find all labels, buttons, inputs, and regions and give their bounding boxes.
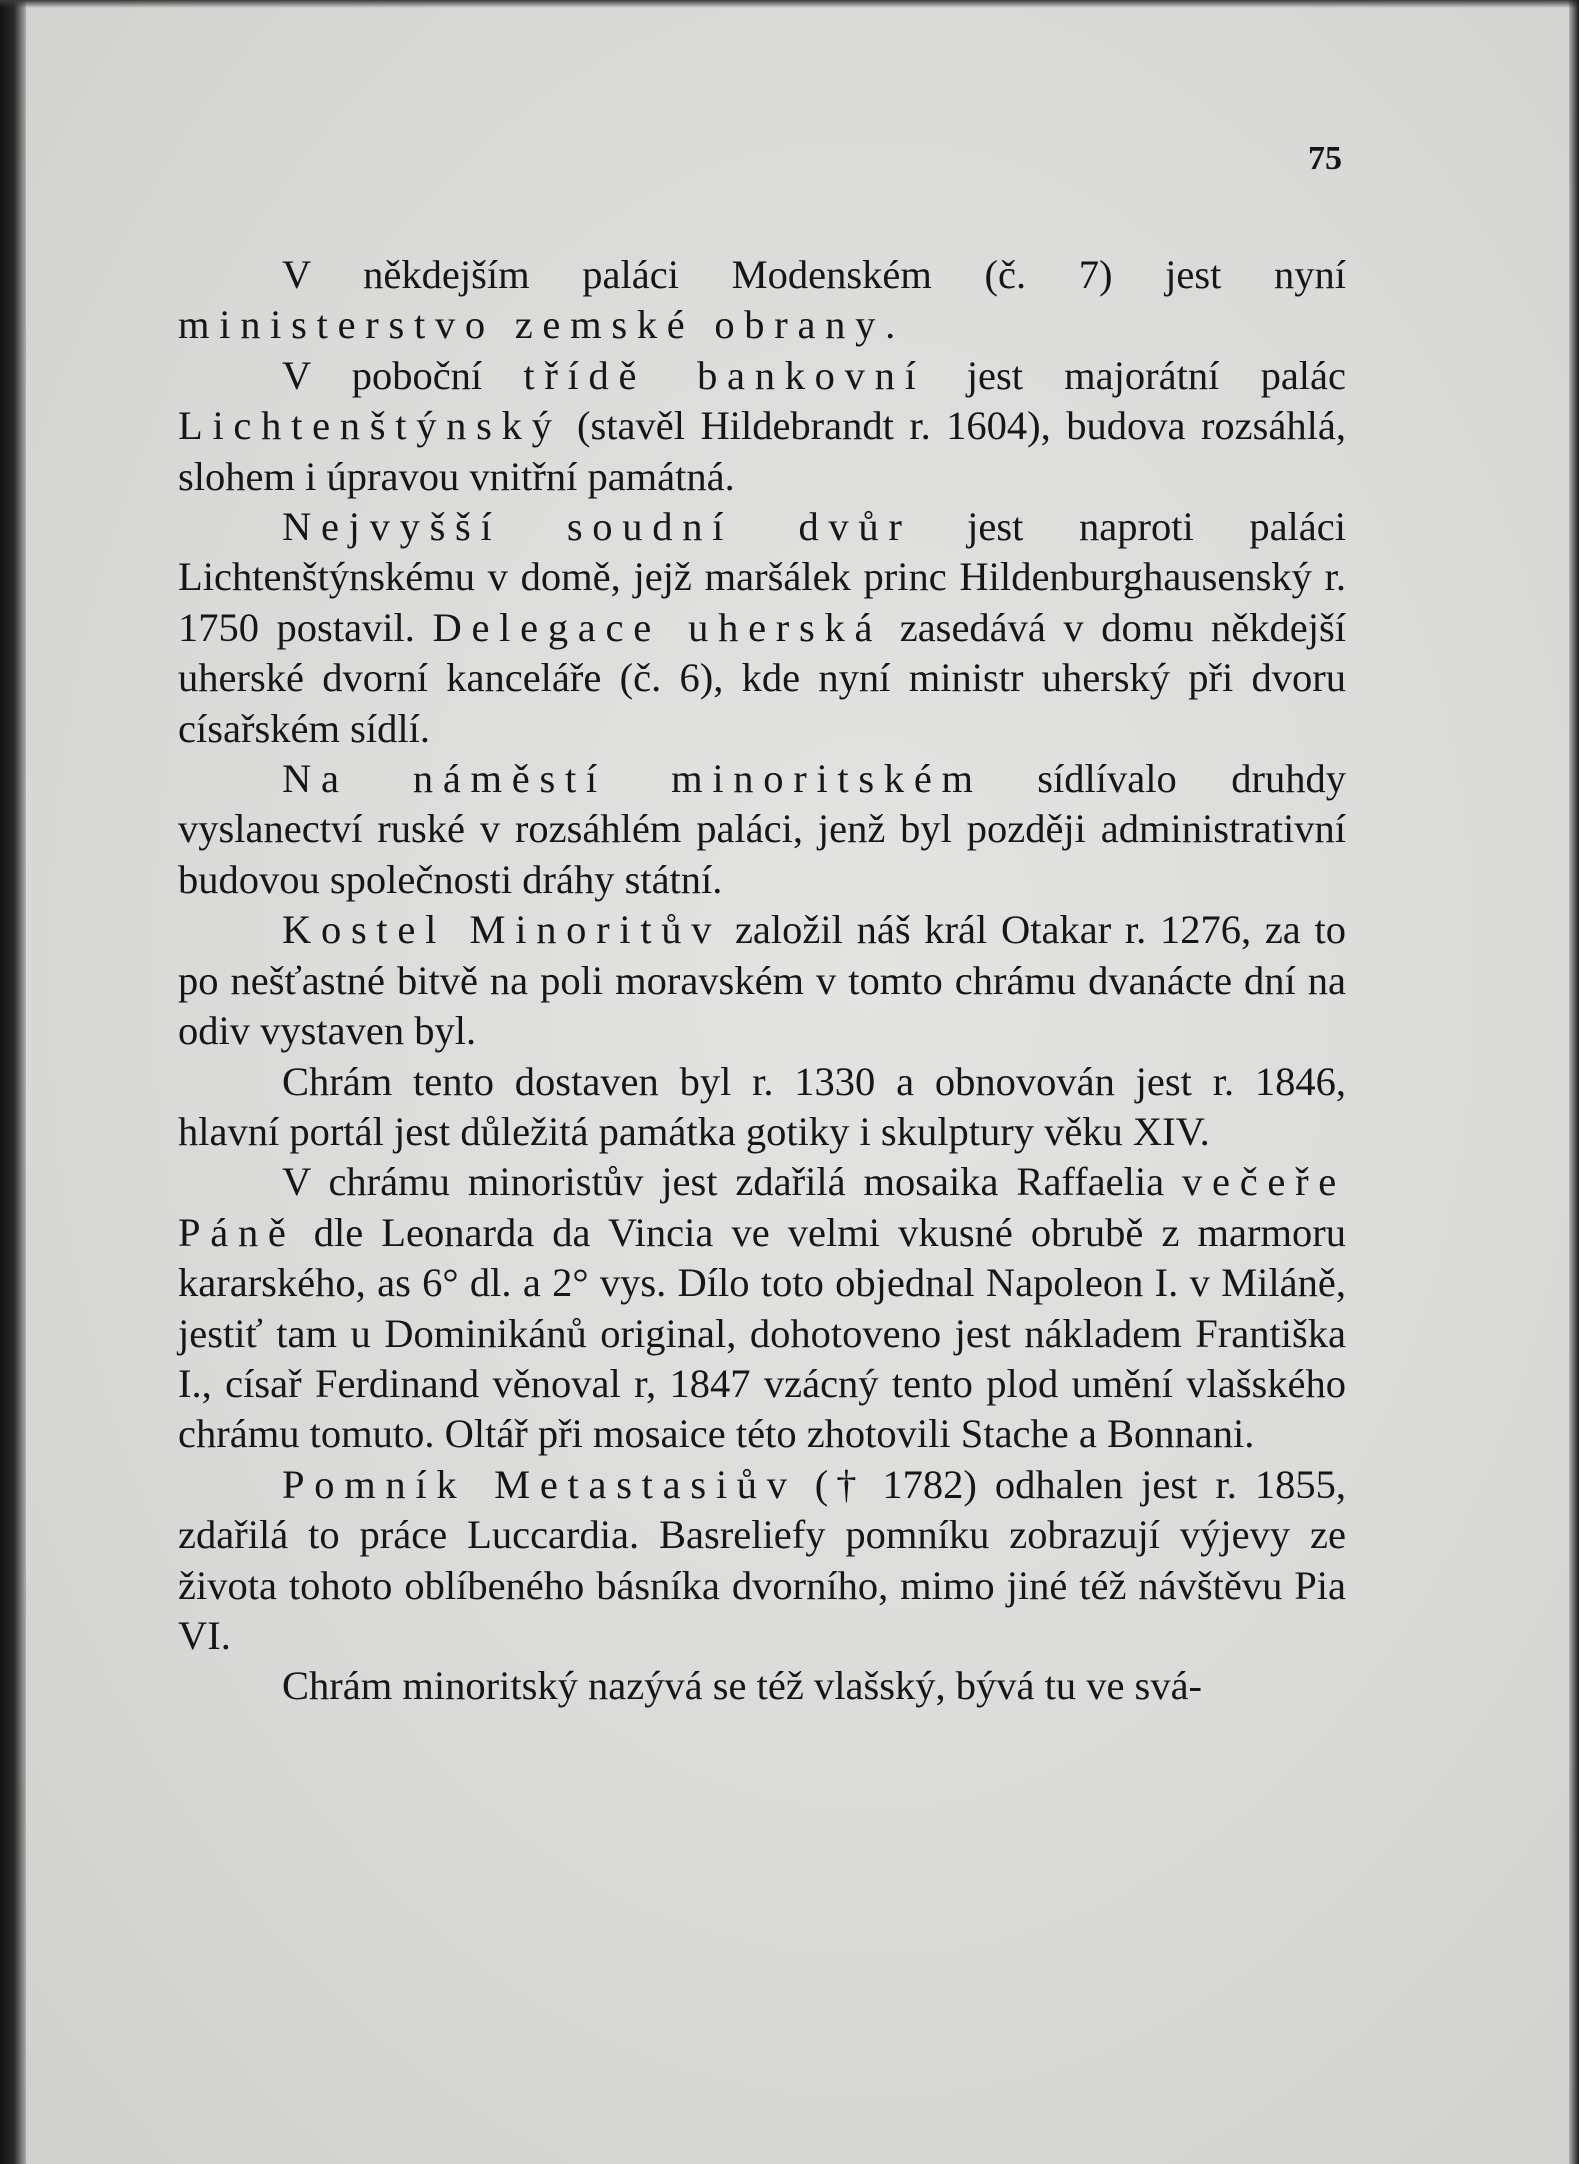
spaced-term: večeře Páně <box>178 1159 1346 1255</box>
spaced-term: Kostel Minoritův <box>282 907 722 953</box>
spaced-term: Pomník Metastasiův <box>282 1461 797 1507</box>
spaced-term: Delegace uherská <box>432 604 883 650</box>
paragraph-ministry: V někdejším paláci Modenském (č. 7) jest nyní ministerstvo zemské obrany. <box>178 252 1346 348</box>
paragraph-mosaic: V chrámu minoristův jest zdařilá mosaika Raffaelia večeře Páně dle Leonarda da Vincia ve velmi vkusné obrubě z marmoru kararského, as 6° dl. a 2° vys. Dílo toto objednal Napoleon I. v Miláně, jestiť tam u Dominikánů original, dohotoveno jest nákladem Františka I., císař Ferdinand věnoval r, 1847 vzácný tento plod umění vlašského chrámu tomuto. Oltář při mosaice této zhotovili Stache a Bonnani. <box>178 1159 1346 1457</box>
page-number: 75 <box>1308 140 1342 177</box>
spaced-term: třídě bankovní <box>523 352 926 398</box>
paragraph-church-completion: Chrám tento dostaven byl r. 1330 a obnovován jest r. 1846, hlavní portál jest důležitá památka gotiky i skulptury věku XIV. <box>178 1058 1346 1154</box>
page-left-edge-shadow <box>0 0 26 2164</box>
spaced-term: Lichtenštýnský <box>178 403 562 449</box>
paragraph-italian-church: Chrám minoritský nazývá se též vlašský, bývá tu ve svá- <box>282 1663 1203 1709</box>
spaced-term: ministerstvo zemské obrany <box>178 302 886 348</box>
paragraph-supreme-court: Nejvyšší soudní dvůr jest naproti paláci Lichtenštýnskému v domě, jejž maršálek princ Hildenburghausenský r. 1750 postavil. Delegace uherská zasedává v domu někdejší uherské dvorní kanceláře (č. 6), kde nyní ministr uherský při dvoru císařském sídlí. <box>178 504 1347 751</box>
spaced-term: Na náměstí minoritském <box>282 756 983 802</box>
page-top-edge-shadow <box>0 0 1579 8</box>
paragraph-lichtenstein-palace: V poboční třídě bankovní jest majorátní palác Lichtenštýnský (stavěl Hildebrandt r. 1604), budova rozsáhlá, slohem i úpravou vnitřní památná. <box>178 352 1346 499</box>
page-right-edge-shadow <box>1569 0 1579 2164</box>
paragraph-minorite-square: Na náměstí minoritském sídlívalo druhdy vyslanectví ruské v rozsáhlém paláci, jenž byl později administrativní budovou společnosti dráhy státní. <box>178 756 1346 902</box>
paragraph-minorite-church: Kostel Minoritův založil náš král Otakar r. 1276, za to po nešťastné bitvě na poli moravském v tomto chrámu dvanácte dní na odiv vystaven byl. <box>178 907 1347 1054</box>
spaced-term: Nejvyšší soudní dvůr <box>282 504 912 550</box>
paragraph-metastasio-monument: Pomník Metastasiův († 1782) odhalen jest r. 1855, zdařilá to práce Luccardia. Basreliefy pomníku zobrazují výjevy ze života tohoto oblíbeného básníka dvorního, mimo jiné též návštěvu Pia VI. <box>178 1461 1346 1658</box>
body-text <box>178 250 1346 1712</box>
